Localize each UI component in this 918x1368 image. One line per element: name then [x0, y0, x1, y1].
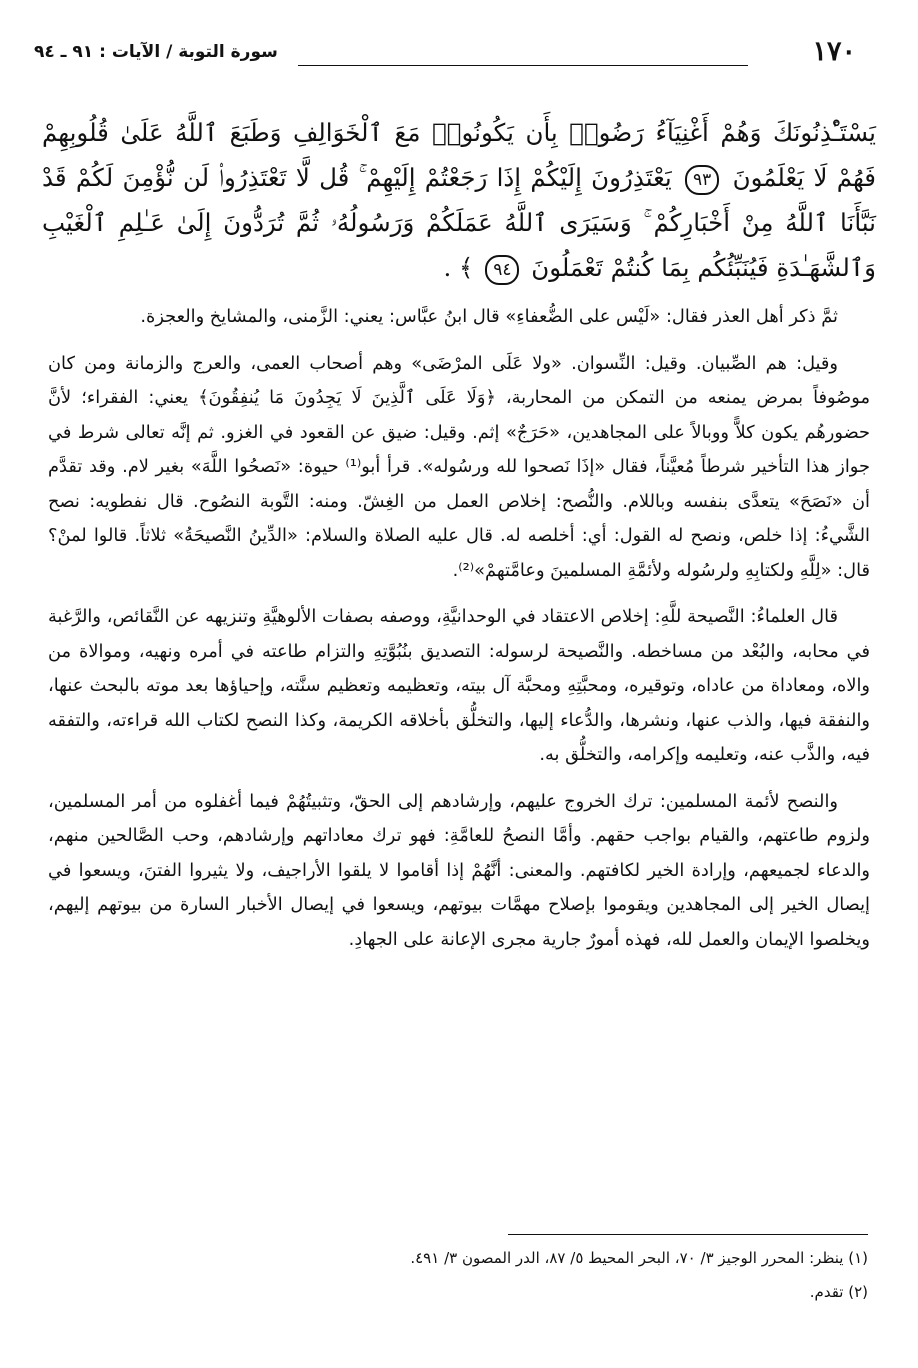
verse-end: ﴾ .	[443, 253, 474, 282]
footnote-divider	[508, 1234, 868, 1235]
footnote-1: (١) ينظر: المحرر الوجيز ٣/ ٧٠، البحر المحيط ٥/ ٨٧، الدر المصون ٣/ ٤٩١.	[410, 1249, 868, 1267]
commentary-body	[48, 300, 870, 969]
footnotes	[48, 1241, 868, 1309]
paragraph-4: والنصح لأئمة المسلمين: ترك الخروج عليهم، وإرشادهم إلى الحقّ، وتثبيتُهُمْ فيما أغفلوه من أمر المسلمين، ولزوم طاعتهم، والقيام بواجب حقهم. وأمَّا النصحُ للعامَّةِ: فهو ترك معاداتهم وإرشادهم، وحب الصَّالحين منهم، والدعاء لجميعهم، وإرادة الخير لكافتهم. والمعنى: أنَّهُمْ إذا أقاموا لا يلقوا الأراجيف، ولا يثيروا الفتنَ، ويسعوا في إيصال الخير إلى المجاهدين ويقوموا بإصلاح مهمَّات بيوتهم، ويسعوا في إيصال الأخبار السارة من بيوتهم إليهم، ويخلصوا الإيمان والعمل لله، فهذه أمورٌ جارية مجرى الإعانة على الجهادِ.	[48, 790, 870, 950]
ayah-number-93: ٩٣	[685, 165, 719, 195]
page-number: ١٧٠	[812, 36, 856, 67]
verse-94-text: يَعْتَذِرُونَ إِلَيْكُمْ إِذَا رَجَعْتُمْ إِلَيْهِمْ ۚ قُل لَّا تَعْتَذِرُوا۟ لَن نُّؤْمِنَ لَكُمْ قَدْ نَبَّأَنَا ٱللَّهُ مِنْ أَخْبَارِكُمْ ۚ وَسَيَرَى ٱللَّهُ عَمَلَكُمْ وَرَسُولُهُۥ ثُمَّ تُرَدُّونَ إِلَىٰ عَـٰلِمِ ٱلْغَيْبِ وَٱلشَّهَـٰدَةِ فَيُنَبِّئُكُم بِمَا كُنتُمْ تَعْمَلُونَ	[42, 163, 876, 282]
page-header	[34, 36, 856, 76]
running-title: سورة التوبة / الآيات : ٩١ ـ ٩٤	[34, 42, 278, 62]
footnote-2: (٢) تقدم.	[809, 1283, 868, 1301]
paragraph-1: ثمَّ ذكر أهل العذر فقال: «لَيْس على الضُّعفاءِ» قال ابنُ عبَّاس: يعني: الزَّمنى، والمشايخ والعجزة.	[140, 306, 838, 327]
paragraph-3: قال العلماءُ: النَّصيحة للَّهِ: إخلاص الاعتقاد في الوحدانيَّةِ، ووصفه بصفات الألوهيَّةِ وتنزيهه عن النَّقائص، والرَّغبة في محابه، والبُعْد من مساخطه. والنَّصيحة لرسوله: التصديق بنُبُوَّتِهِ والتزام طاعته في أمره ونهيه، وموالاة من والاه، ومعاداة من عاداه، وتوقيره، ومحبَّتِهِ ومحبَّة آل بيته، وتعظيمه وتعظيم سنَّته، وإحياؤها بعد موته بالبحث عنها، والنفقة فيها، والذب عنها، ونشرها، والدُّعاء إليها، والتخلُّق بأخلاقه الكريمة، وكذا النصح لكتاب الله قراءته، والتفقه فيه، والذَّب عنه، وتعليمه وإكرامه، والتخلُّق به.	[48, 606, 870, 765]
verse-93-text: يَسْتَـْٔذِنُونَكَ وَهُمْ أَغْنِيَآءُ رَضُوا۟ بِأَن يَكُونُوا۟ مَعَ ٱلْخَوَالِفِ وَطَبَعَ ٱللَّهُ عَلَىٰ قُلُوبِهِمْ فَهُمْ لَا يَعْلَمُونَ	[42, 118, 877, 192]
quran-verses	[42, 110, 876, 290]
ayah-number-94: ٩٤	[485, 255, 519, 285]
header-rule	[298, 65, 748, 66]
paragraph-2: وقيل: هم الصِّبيان. وقيل: النِّسوان. «ولا عَلَى المرْضَى» وهم أصحاب العمى، والعرج والزمانة ومن كان موصُوفاً بمرض يمنعه من التمكن من المحاربة، ﴿وَلَا عَلَى ٱلَّذِينَ لَا يَجِدُونَ مَا يُنفِقُونَ﴾ يعني: الفقراء؛ لأنَّ حضورهُم يكون كلاًّ ووبالاً على المجاهدين، «حَرَجٌ» إثم. وقيل: ضيق عن القعود في الغزو. ثم إنَّه تعالى شرط في جواز هذا التأخير شرطاً مُعيَّناً، فقال «إذَا نَصحوا لله ورسُوله». قرأ أبو⁽¹⁾ حيوة: «نَصحُوا اللَّهَ» بغير لام. وقد تقدَّم أن «نَصَحَ» يتعدَّى بنفسه وباللام. والنُّصح: إخلاص العمل من الغِشّ. ومنه: التَّوبة النصُوح. قال نفطويه: نصح الشَّيءُ: إذا خلص، ونصح له القول: أي: أخلصه له. قال عليه الصلاة والسلام: «الدِّينُ النَّصيحَةُ» ثلاثاً. قالوا لمنْ؟ قال: «لِلَّهِ ولكتابِهِ ولرسُوله ولأئمَّةِ المسلمينَ وعامَّتهمْ»⁽²⁾.	[48, 352, 870, 581]
